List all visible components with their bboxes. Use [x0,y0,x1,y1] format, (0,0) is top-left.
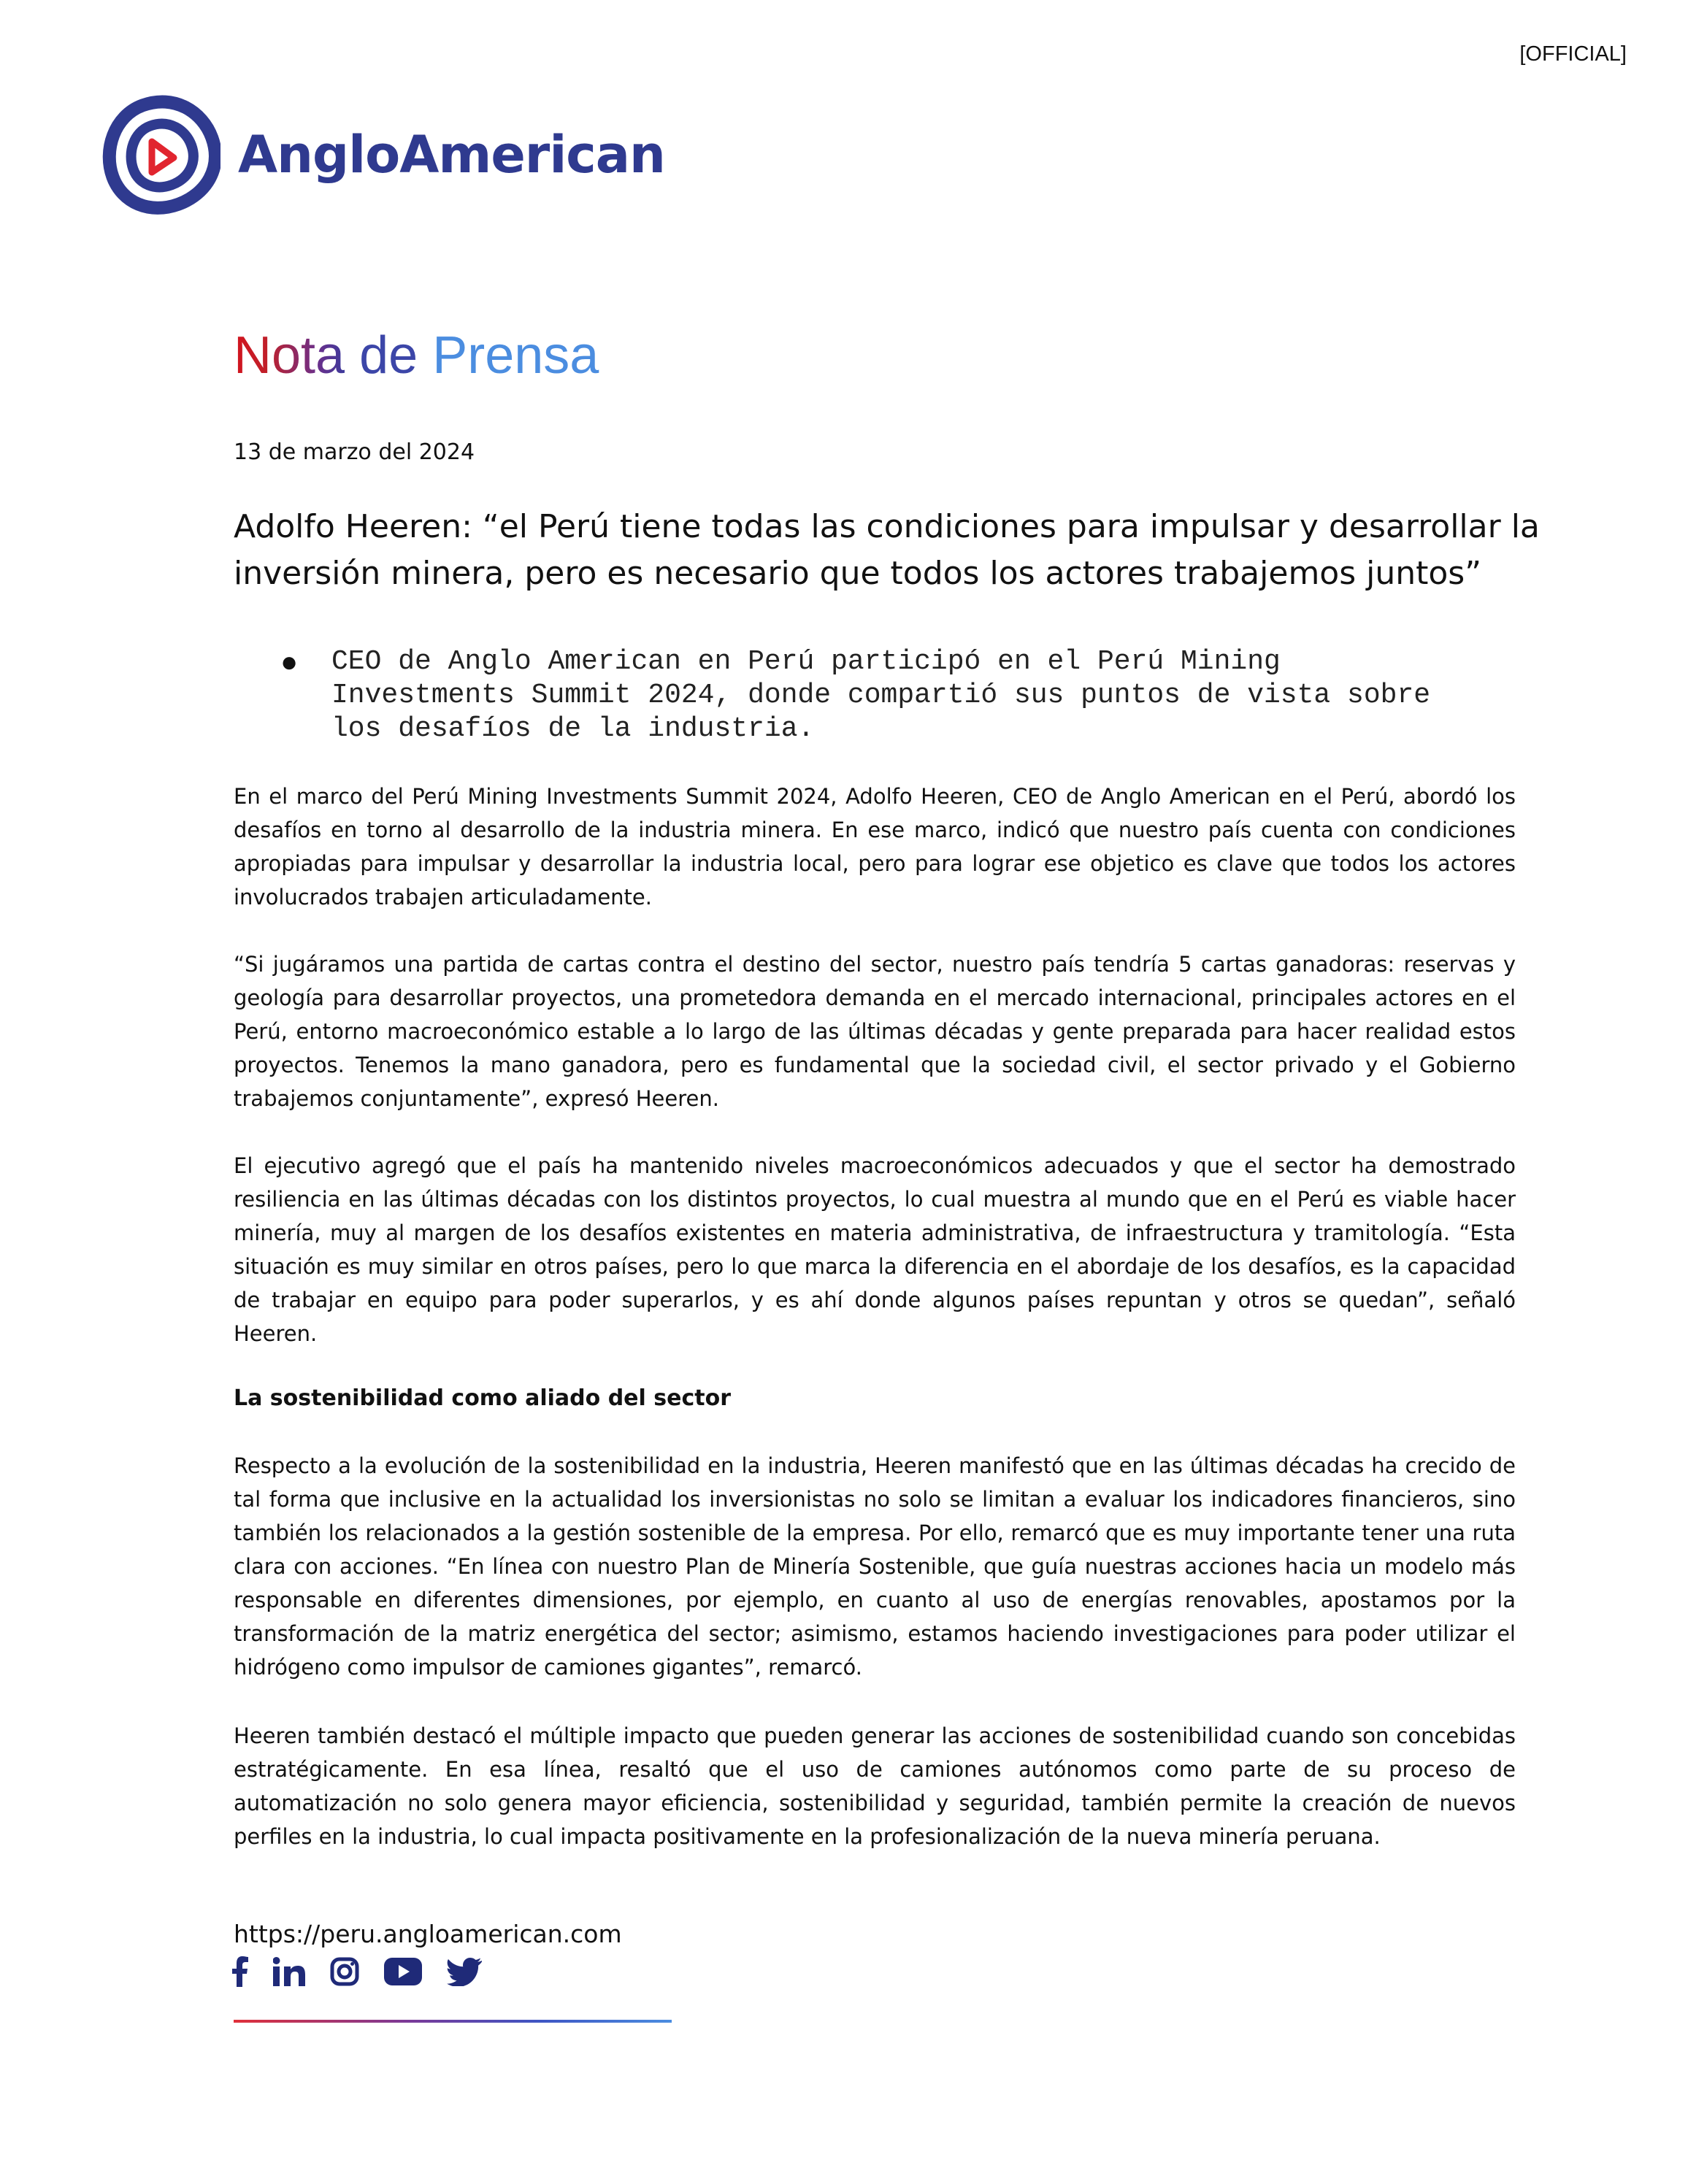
bullet-icon: ● [280,646,299,678]
summary-bullet-text: CEO de Anglo American en Perú participó en el Perú Mining Investments Summit 2024, donde compartió sus puntos de vista sobre los desafíos de la industria. [331,646,1431,745]
social-links [232,1956,507,1987]
body-paragraph: En el marco del Perú Mining Investments Summit 2024, Adolfo Heeren, CEO de Anglo American en el Perú, abordó los desafíos en torno al desarrollo de la industria minera. En ese marco, indicó que nuestro país cuenta con condiciones apropiadas para impulsar y desarrollar la industria local, pero para lograr ese objetico es clave que todos los actores involucrados trabajen articuladamente. [234,784,1516,910]
body-paragraph: Respecto a la evolución de la sostenibilidad en la industria, Heeren manifestó que en las últimas décadas ha crecido de tal forma que inclusive en la actualidad los inversionistas no solo se limitan a evaluar los indicadores financieros, sino también los relacionados a la gestión sostenible de la empresa. Por ello, remarcó que es muy importante tener una ruta clara con acciones. “En línea con nuestro Plan de Minería Sostenible, que guía nuestras acciones hacia un modelo más responsable en diferentes dimensiones, por ejemplo, en cuanto al uso de energías renovables, apostamos por la transformación de la matriz energética del sector; asimismo, estamos haciendo investigaciones para poder utilizar el hidrógeno como impulsor de camiones gigantes”, remarcó. [234,1453,1516,1680]
title-word-prensa: Prensa [432,326,599,385]
press-date: 13 de marzo del 2024 [234,439,475,465]
section-heading: La sostenibilidad como aliado del sector [234,1385,731,1411]
page-title [234,326,599,385]
body-paragraph: “Si jugáramos una partida de cartas contra el destino del sector, nuestro país tendría 5 cartas ganadoras: reservas y geología para desarrollar proyectos, una prometedora demanda en el mercado internacional, principales actores en el Perú, entorno macroeconómico estable a lo largo de las últimas décadas y gente preparada para hacer realidad estos proyectos. Tenemos la mano ganadora, pero es fundamental que la sociedad civil, el sector privado y el Gobierno trabajemos conjuntamente”, expresó Heeren. [234,952,1516,1111]
summary-bullet [280,645,1522,746]
linkedin-icon[interactable] [273,1957,305,1986]
headline: Adolfo Heeren: “el Perú tiene todas las condiciones para impulsar y desarrollar la inversión minera, pero es necesario que todos los actores trabajemos juntos” [234,508,1540,592]
anglo-american-mark-icon [101,95,220,215]
anglo-american-logo [101,95,665,215]
brand-wordmark: AngloAmerican [238,125,665,185]
youtube-icon[interactable] [384,1958,422,1985]
twitter-icon[interactable] [447,1957,482,1986]
facebook-icon[interactable] [232,1956,248,1987]
title-word-de: de [359,326,418,385]
body-paragraph: El ejecutivo agregó que el país ha mantenido niveles macroeconómicos adecuados y que el sector ha demostrado resiliencia en las últimas décadas con los distintos proyectos, lo cual muestra al mundo que en el Perú es viable hacer minería, muy al margen de los desafíos existentes en materia administrativa, de infraestructura y tramitología. “Esta situación es muy similar en otros países, pero lo que marca la diferencia en el abordaje de los desafíos, es la capacidad de trabajar en equipo para poder superarlos, y es ahí donde algunos países repuntan y otros se quedan”, señaló Heeren. [234,1153,1516,1346]
classification-label: [OFFICIAL] [1519,42,1627,66]
instagram-icon[interactable] [330,1957,359,1986]
footer-divider [234,2020,672,2023]
website-link[interactable]: https://peru.angloamerican.com [234,1920,622,1948]
body-paragraph: Heeren también destacó el múltiple impacto que pueden generar las acciones de sostenibilidad cuando son concebidas estratégicamente. En esa línea, resaltó que el uso de camiones autónomos como parte de su proceso de automatización no solo genera mayor eficiencia, sostenibilidad y seguridad, también permite la creación de nuevos perfiles en la industria, lo cual impacta positivamente en la profesionalización de la nueva minería peruana. [234,1723,1516,1849]
title-word-nota: Nota [234,326,345,385]
